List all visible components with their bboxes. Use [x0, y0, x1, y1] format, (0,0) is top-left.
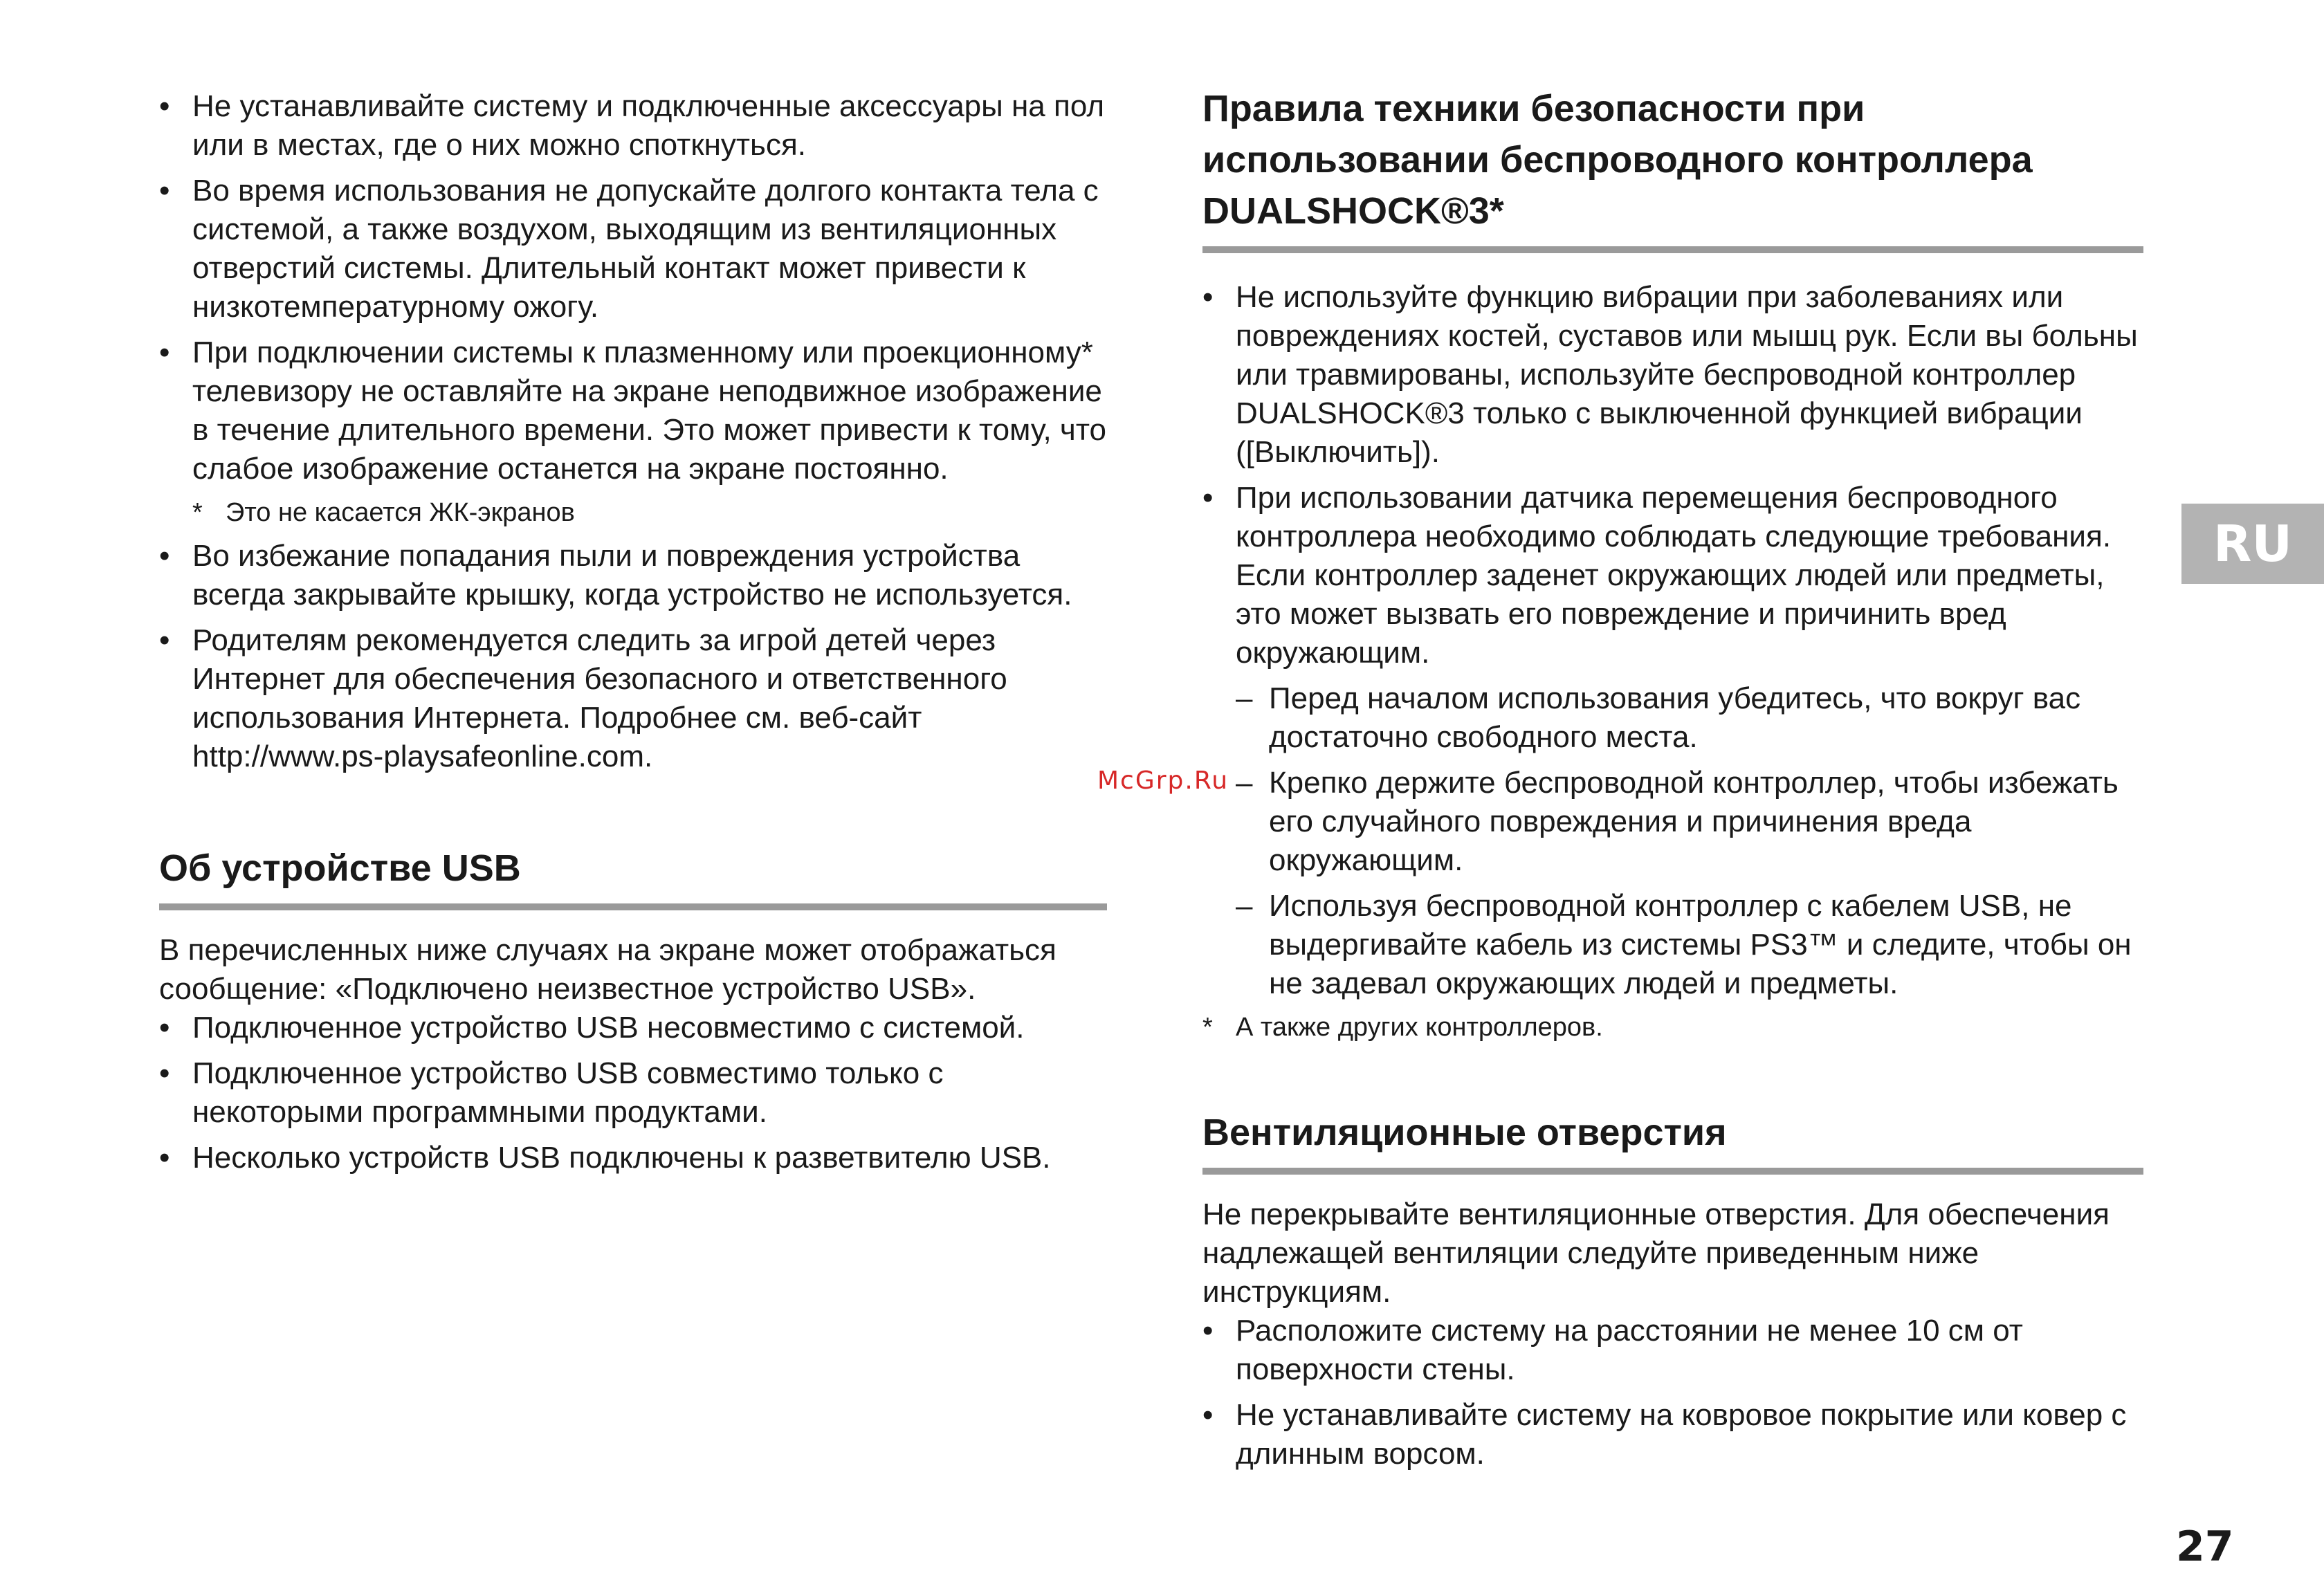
- controller-list: [1202, 278, 2143, 672]
- usb-intro: В перечисленных ниже случаях на экране может отображаться сообщение: «Подключено неизвестное устройство USB».: [159, 933, 1056, 1006]
- list-item: • Во время использования не допускайте долгого контакта тела с системой, а также воздухом, выходящим из вентиляционных отверстий системы. Длительный контакт может привести к низкотемпературному ожогу.: [159, 172, 1107, 327]
- motion-sensor-list: [1202, 679, 2143, 1003]
- list-item: – Крепко держите беспроводной контроллер, чтобы избежать его случайного повреждения и причинения вреда окружающим.: [1202, 764, 2143, 880]
- list-item: • Не устанавливайте систему на ковровое покрытие или ковер с длинным ворсом.: [1202, 1396, 2143, 1473]
- list-item: • При использовании датчика перемещения беспроводного контроллера необходимо соблюдать следующие требования. Если контроллер заденет окружающих людей или предметы, это может вызвать его повреждение и причинить вред окружающим.: [1202, 479, 2143, 672]
- list-item: – Перед началом использования убедитесь, что вокруг вас достаточно свободного места.: [1202, 679, 2143, 757]
- list-item: • Во избежание попадания пыли и повреждения устройства всегда закрывайте крышку, когда устройство не используется.: [159, 537, 1107, 614]
- list-item: • Расположите систему на расстоянии не менее 10 см от поверхности стены.: [1202, 1312, 2143, 1389]
- usb-section-title: Об устройстве USB: [159, 843, 1107, 910]
- vent-intro: Не перекрывайте вентиляционные отверстия. Для обеспечения надлежащей вентиляции следуйте приведенным ниже инструкциям.: [1202, 1197, 2110, 1309]
- list-item: • Родителям рекомендуется следить за игрой детей через Интернет для обеспечения безопасного и ответственного использования Интернета. Подробнее см. веб-сайт http://www.ps-playsafeonline.com.: [159, 621, 1107, 776]
- list-item: • При подключении системы к плазменному или проекционному* телевизору не оставляйте на экране неподвижное изображение в течение длительного времени. Это может привести к тому, что слабое изображение останется на экране постоянно.: [159, 333, 1107, 488]
- watermark: McGrp.Ru: [1097, 766, 1229, 795]
- footnote-marker: *: [1202, 1013, 1213, 1042]
- vent-section-title: Вентиляционные отверстия: [1202, 1107, 2143, 1175]
- page-number: 27: [2176, 1523, 2234, 1571]
- list-item: • Не используйте функцию вибрации при заболеваниях или повреждениях костей, суставов или мышц рук. Если вы больны или травмированы, используйте беспроводной контроллер DUALSHOCK®3 только с выключенной функцией вибрации ([Выключить]).: [1202, 278, 2143, 472]
- footnote-text: Это не касается ЖК-экранов: [226, 498, 575, 527]
- right-column: [1202, 0, 2143, 1480]
- usb-list: [159, 1009, 1107, 1177]
- footnote-text: А также других контроллеров.: [1236, 1013, 1603, 1042]
- footnote-marker: *: [192, 498, 203, 527]
- controller-section-title: Правила техники безопасности при использовании беспроводного контроллера DUALSHOCK®3*: [1202, 83, 2143, 253]
- safety-list-top: [159, 87, 1107, 488]
- list-item: – Используя беспроводной контроллер с кабелем USB, не выдергивайте кабель из системы PS3™ и следите, чтобы он не задевал окружающих людей и предметы.: [1202, 887, 2143, 1003]
- left-column: [159, 0, 1107, 1184]
- safety-list-bottom: [159, 537, 1107, 776]
- footnote-controllers: [1202, 1010, 2143, 1045]
- vent-list: [1202, 1312, 2143, 1473]
- language-tab: RU: [2181, 504, 2324, 584]
- footnote-lcd: [192, 495, 1107, 530]
- list-item: • Не устанавливайте систему и подключенные аксессуары на пол или в местах, где о них можно споткнуться.: [159, 87, 1107, 165]
- list-item: • Подключенное устройство USB совместимо только с некоторыми программными продуктами.: [159, 1054, 1107, 1132]
- list-item: • Подключенное устройство USB несовместимо с системой.: [159, 1009, 1107, 1047]
- list-item: • Несколько устройств USB подключены к разветвителю USB.: [159, 1139, 1107, 1177]
